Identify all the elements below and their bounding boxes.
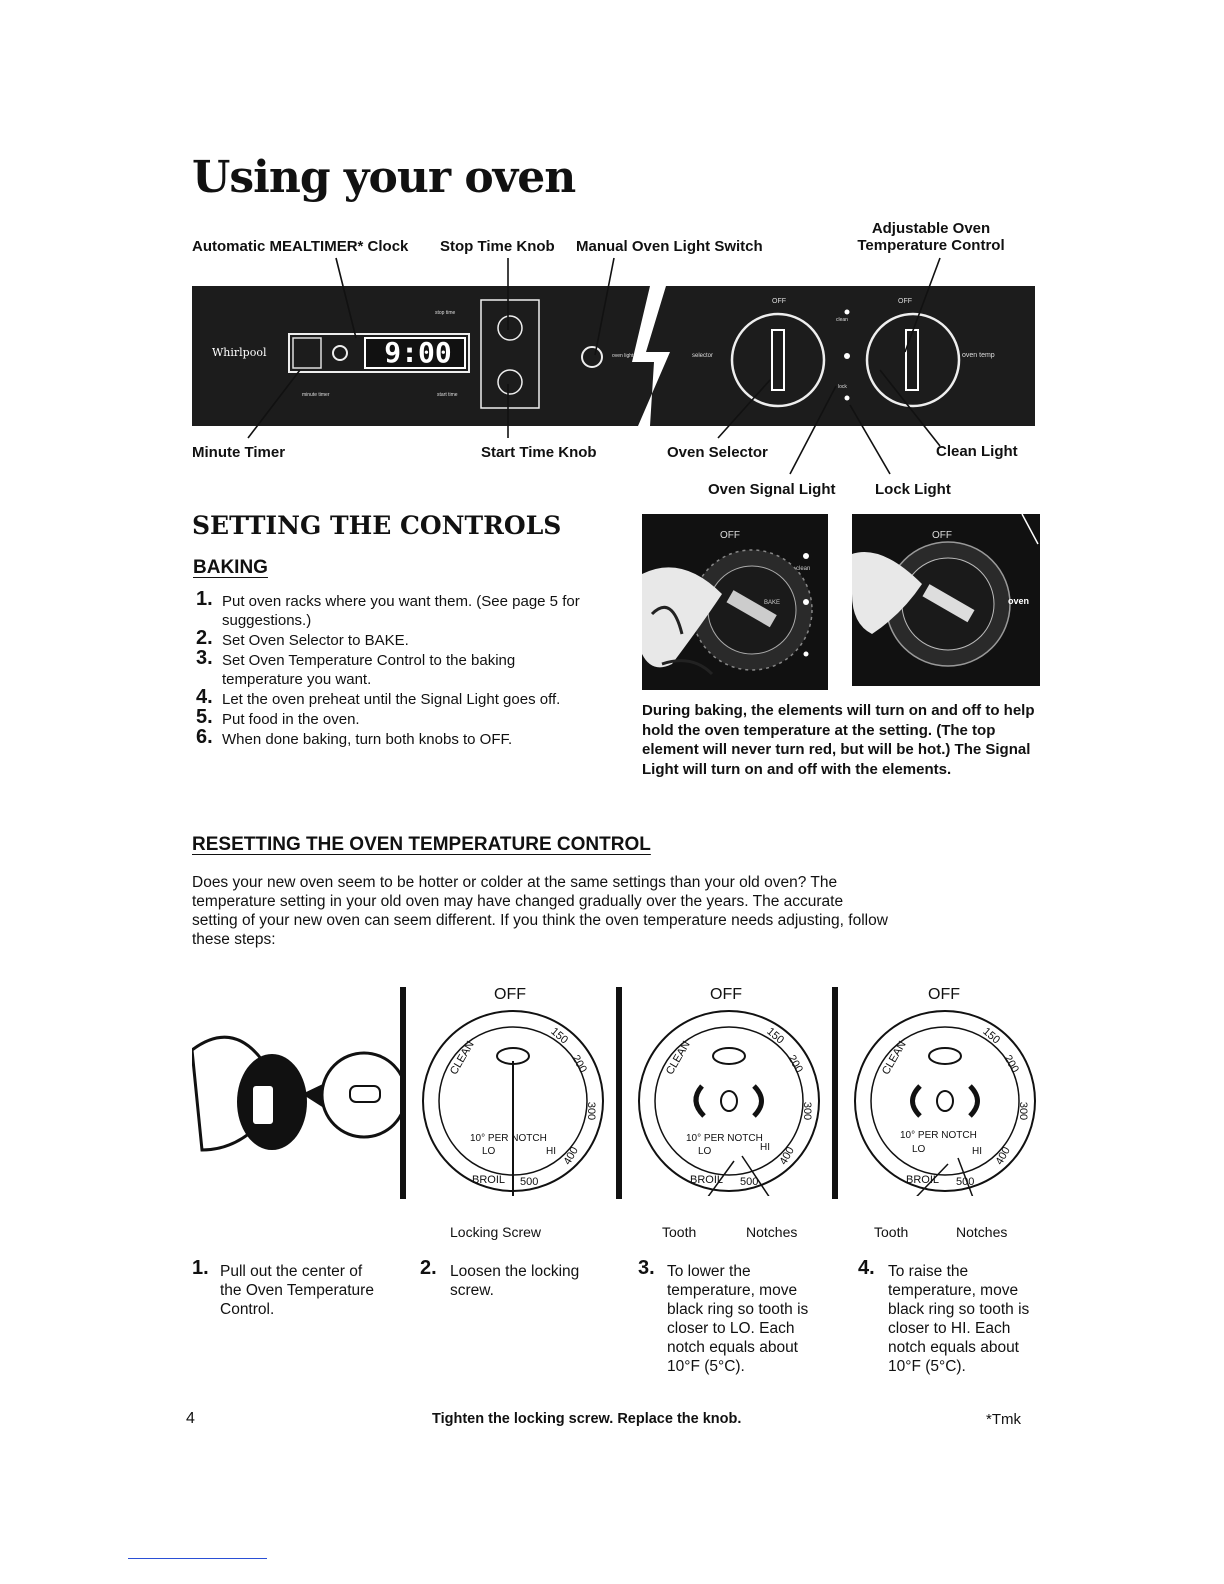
resetting-heading: RESETTING THE OVEN TEMPERATURE CONTROL xyxy=(192,834,651,855)
label-notches-3: Notches xyxy=(746,1224,798,1240)
step-text: Set Oven Selector to BAKE. xyxy=(222,632,409,649)
page-title: Using your oven xyxy=(192,152,576,203)
list-item xyxy=(196,588,596,630)
step-text: To lower the temperature, move black ring so tooth is closer to LO. Each notch equals about 10°F (5°C). xyxy=(667,1263,809,1375)
list-item xyxy=(196,706,596,729)
list-item xyxy=(196,627,596,650)
clock-display-text: 9:00 xyxy=(384,336,452,369)
step-number: 4. xyxy=(196,686,213,708)
dial4-off: OFF xyxy=(928,986,960,1003)
step-number: 2. xyxy=(420,1257,437,1279)
label-light-switch: Manual Oven Light Switch xyxy=(576,238,763,255)
list-item xyxy=(196,647,596,689)
brand-logo: Whirlpool xyxy=(212,346,267,359)
baking-heading: BAKING xyxy=(193,557,268,578)
label-notches-4: Notches xyxy=(956,1224,1008,1240)
list-item xyxy=(196,686,596,709)
dial3-200: 200 xyxy=(785,1053,805,1075)
start-time-text: start time xyxy=(437,392,458,398)
bottom-rule xyxy=(128,1558,267,1559)
photo-off-text: OFF xyxy=(720,530,740,541)
dial4-150: 150 xyxy=(980,1025,1003,1047)
pull-knob-art xyxy=(192,990,402,1195)
page-number: 4 xyxy=(186,1410,195,1427)
dial4-lo: LO xyxy=(912,1144,926,1155)
label-tooth-3: Tooth xyxy=(662,1224,697,1240)
temp-off-text: OFF xyxy=(898,298,912,305)
resetting-paragraph: Does your new oven seem to be hotter or colder at the same settings than your old oven? The temperature setting in your old oven may have changed gradually over the years. The accurate setting of your new oven can seem different. If you think the oven temperature needs adjusting, follow these steps: xyxy=(192,874,888,948)
stop-time-text: stop time xyxy=(435,310,456,316)
dial4-per-notch: 10° PER NOTCH xyxy=(900,1130,977,1141)
dial3-400: 400 xyxy=(777,1145,797,1167)
step-text: To raise the temperature, move black ring so tooth is closer to HI. Each notch equals about 10°F (5°C). xyxy=(888,1263,1030,1375)
selector-off-text: OFF xyxy=(772,298,786,305)
dial2-400: 400 xyxy=(561,1145,581,1167)
dial2-hi: HI xyxy=(546,1146,556,1157)
photo-clean-text: clean xyxy=(796,566,811,572)
step-text: Loosen the locking screw. xyxy=(450,1263,580,1299)
dial2-300: 300 xyxy=(585,1101,598,1121)
baking-steps xyxy=(196,588,596,750)
photo-right-off-text: OFF xyxy=(932,530,952,541)
step-text: When done baking, turn both knobs to OFF. xyxy=(222,731,513,748)
dial4-clean: CLEAN xyxy=(879,1039,909,1077)
dial2-clean: CLEAN xyxy=(447,1039,477,1077)
selector-text: selector xyxy=(692,353,714,359)
dial2-150: 150 xyxy=(548,1025,571,1047)
dial4-broil: BROIL xyxy=(906,1174,940,1186)
dial3-broil: BROIL xyxy=(690,1174,724,1186)
step-text: Let the oven preheat until the Signal Light goes off. xyxy=(222,691,561,708)
step-number: 4. xyxy=(858,1257,875,1279)
dial3-lo: LO xyxy=(698,1146,712,1157)
baking-caption: During baking, the elements will turn on and off to help hold the oven temperature at the setting. (The top element will never turn red, but will be hot.) The Signal Light will turn on and off with the elements. xyxy=(642,702,1035,778)
step-number: 6. xyxy=(196,726,213,748)
label-start-time-knob: Start Time Knob xyxy=(481,444,597,461)
divider xyxy=(616,987,622,1199)
photo-bake-text: BAKE xyxy=(764,600,781,606)
clean-text: clean xyxy=(836,317,848,323)
dial3 xyxy=(634,1006,824,1196)
trademark-note: *Tmk xyxy=(986,1411,1021,1428)
step-number: 1. xyxy=(192,1257,209,1279)
pull-knob-illustration xyxy=(192,990,402,1195)
label-clean-light: Clean Light xyxy=(936,443,1018,460)
label-tooth-4: Tooth xyxy=(874,1224,909,1240)
step-number: 3. xyxy=(196,647,213,669)
dial2-broil: BROIL xyxy=(472,1174,506,1186)
dial3-clean: CLEAN xyxy=(663,1039,693,1077)
label-lock-light: Lock Light xyxy=(875,481,951,498)
label-clock: Automatic MEALTIMER* Clock xyxy=(192,238,409,255)
oven-temp-text: oven temp xyxy=(962,352,995,359)
dial3-500: 500 xyxy=(740,1176,759,1188)
label-stop-time-knob: Stop Time Knob xyxy=(440,238,555,255)
step-text: Put oven racks where you want them. (See page 5 for suggestions.) xyxy=(222,593,580,629)
step-text: Put food in the oven. xyxy=(222,711,360,728)
divider xyxy=(400,987,406,1199)
dial3-150: 150 xyxy=(764,1025,787,1047)
footer-note: Tighten the locking screw. Replace the knob. xyxy=(432,1411,742,1427)
step-number: 3. xyxy=(638,1257,655,1279)
label-oven-selector: Oven Selector xyxy=(667,444,768,461)
label-temp-control-line2: Temperature Control xyxy=(857,237,1005,254)
step-number: 5. xyxy=(196,706,213,728)
photo-temp-knob xyxy=(852,514,1040,686)
step-number: 2. xyxy=(196,627,213,649)
dial3-hi: HI xyxy=(760,1142,770,1153)
step-text: Pull out the center of the Oven Temperature Control. xyxy=(220,1263,374,1318)
step-number: 1. xyxy=(196,588,213,610)
dial4-500: 500 xyxy=(956,1176,975,1188)
dial3-per-notch: 10° PER NOTCH xyxy=(686,1133,763,1144)
minute-timer-text: minute timer xyxy=(302,392,330,398)
dial2 xyxy=(418,1006,608,1196)
lock-text: lock xyxy=(838,384,847,390)
leader-lines xyxy=(0,0,1224,520)
label-locking-screw: Locking Screw xyxy=(450,1224,542,1240)
dial2-200: 200 xyxy=(569,1053,589,1075)
label-temp-control-line1: Adjustable Oven xyxy=(871,220,991,237)
photo-selector-knob xyxy=(642,514,828,690)
divider xyxy=(832,987,838,1199)
dial2-off: OFF xyxy=(494,986,526,1003)
oven-light-text: oven light xyxy=(612,353,634,359)
label-oven-signal-light: Oven Signal Light xyxy=(708,481,836,498)
photo-oven-text: oven xyxy=(1008,596,1030,606)
dial4-400: 400 xyxy=(993,1145,1013,1167)
step-text: Set Oven Temperature Control to the baking temperature you want. xyxy=(222,652,516,688)
setting-heading: SETTING THE CONTROLS xyxy=(192,511,562,540)
list-item xyxy=(196,726,596,749)
dial4 xyxy=(850,1006,1040,1196)
dial3-off: OFF xyxy=(710,986,742,1003)
dial4-300: 300 xyxy=(1017,1101,1030,1121)
dial2-lo: LO xyxy=(482,1146,496,1157)
dial4-hi: HI xyxy=(972,1146,982,1157)
dial4-200: 200 xyxy=(1001,1053,1021,1075)
dial2-per-notch: 10° PER NOTCH xyxy=(470,1133,547,1144)
label-minute-timer: Minute Timer xyxy=(192,444,286,461)
dial3-300: 300 xyxy=(801,1101,814,1121)
dial2-500: 500 xyxy=(520,1176,539,1188)
